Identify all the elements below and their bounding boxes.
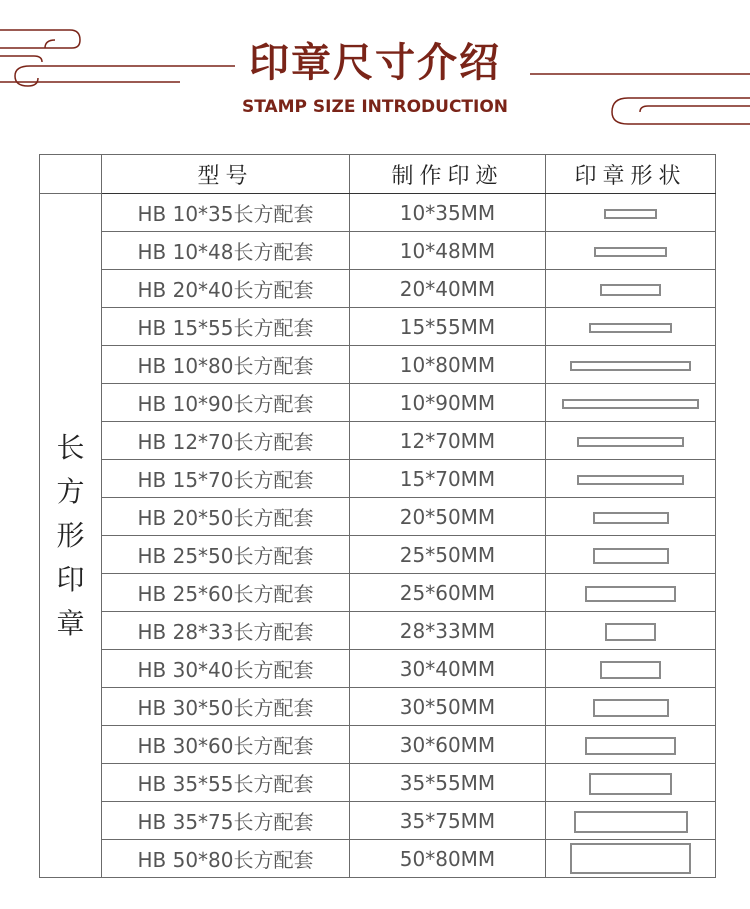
model-cell: HB 25*60长方配套 [102,574,350,612]
model-cell: HB 20*40长方配套 [102,270,350,308]
table-row [40,688,716,726]
table-row [40,574,716,612]
model-cell: HB 35*55长方配套 [102,764,350,802]
print-size-cell: 15*55MM [350,308,546,346]
print-size-cell: 20*50MM [350,498,546,536]
stamp-shape-cell [546,688,716,726]
header-stamp-shape: 印章形状 [546,155,716,194]
table-row [40,498,716,536]
model-cell: HB 15*55长方配套 [102,308,350,346]
category-label [40,194,102,878]
table-row [40,726,716,764]
table-body [40,194,716,878]
model-cell: HB 20*50长方配套 [102,498,350,536]
print-size-cell: 35*75MM [350,802,546,840]
stamp-shape-cell [546,802,716,840]
table-row [40,422,716,460]
table-row [40,650,716,688]
print-size-cell: 25*60MM [350,574,546,612]
print-size-cell: 25*50MM [350,536,546,574]
table-header-row [40,155,716,194]
table-row [40,270,716,308]
print-size-cell: 30*40MM [350,650,546,688]
table-row [40,232,716,270]
stamp-shape-outline [589,773,673,795]
print-size-cell: 10*80MM [350,346,546,384]
stamp-shape-cell [546,612,716,650]
stamp-shape-outline [605,623,655,640]
stamp-shape-outline [570,361,692,371]
model-cell: HB 10*35长方配套 [102,194,350,232]
stamp-shape-cell [546,384,716,422]
stamp-shape-outline [574,811,688,833]
stamp-shape-cell [546,574,716,612]
stamp-shape-cell [546,840,716,878]
print-size-cell: 15*70MM [350,460,546,498]
model-cell: HB 25*50长方配套 [102,536,350,574]
table-row [40,764,716,802]
print-size-cell: 12*70MM [350,422,546,460]
print-size-cell: 10*48MM [350,232,546,270]
table-row [40,460,716,498]
table-row [40,346,716,384]
stamp-shape-outline [593,548,669,564]
print-size-cell: 10*35MM [350,194,546,232]
table-row [40,194,716,232]
model-cell: HB 30*60长方配套 [102,726,350,764]
stamp-shape-cell [546,270,716,308]
stamp-shape-cell [546,764,716,802]
stamp-shape-cell [546,308,716,346]
table-row [40,840,716,878]
page-title: 印章尺寸介绍 [249,40,501,86]
model-cell: HB 30*40长方配套 [102,650,350,688]
stamp-shape-outline [585,586,676,602]
table-row [40,802,716,840]
stamp-shape-outline [600,284,661,296]
stamp-shape-cell [546,422,716,460]
print-size-cell: 30*50MM [350,688,546,726]
model-cell: HB 15*70长方配套 [102,460,350,498]
print-size-cell: 20*40MM [350,270,546,308]
header-print-size: 制作印迹 [350,155,546,194]
header-blank [40,155,102,194]
stamp-shape-outline [570,843,692,874]
stamp-shape-outline [577,475,683,485]
print-size-cell: 50*80MM [350,840,546,878]
model-cell: HB 28*33长方配套 [102,612,350,650]
stamp-shape-outline [593,699,669,718]
print-size-cell: 10*90MM [350,384,546,422]
category-label-text: 长方形印章 [56,430,85,640]
stamp-shape-cell [546,498,716,536]
stamp-shape-cell [546,726,716,764]
stamp-shape-outline [604,209,657,219]
model-cell: HB 35*75长方配套 [102,802,350,840]
print-size-cell: 35*55MM [350,764,546,802]
table-row [40,612,716,650]
model-cell: HB 30*50长方配套 [102,688,350,726]
model-cell: HB 10*90长方配套 [102,384,350,422]
stamp-shape-outline [593,512,669,524]
stamp-shape-cell [546,650,716,688]
header-model: 型号 [102,155,350,194]
stamp-shape-outline [585,737,676,756]
model-cell: HB 10*80长方配套 [102,346,350,384]
stamp-shape-outline [600,661,661,680]
stamp-shape-cell [546,194,716,232]
stamp-shape-outline [589,323,673,333]
stamp-shape-outline [577,437,683,447]
page-subtitle: STAMP SIZE INTRODUCTION [241,97,509,117]
stamp-shape-outline [594,247,667,257]
print-size-cell: 30*60MM [350,726,546,764]
stamp-shape-cell [546,346,716,384]
stamp-size-table [39,154,716,878]
print-size-cell: 28*33MM [350,612,546,650]
table-row [40,536,716,574]
stamp-shape-cell [546,460,716,498]
stamp-shape-cell [546,232,716,270]
stamp-shape-outline [562,399,699,409]
model-cell: HB 10*48长方配套 [102,232,350,270]
stamp-shape-cell [546,536,716,574]
model-cell: HB 50*80长方配套 [102,840,350,878]
table-row [40,384,716,422]
model-cell: HB 12*70长方配套 [102,422,350,460]
table-row [40,308,716,346]
